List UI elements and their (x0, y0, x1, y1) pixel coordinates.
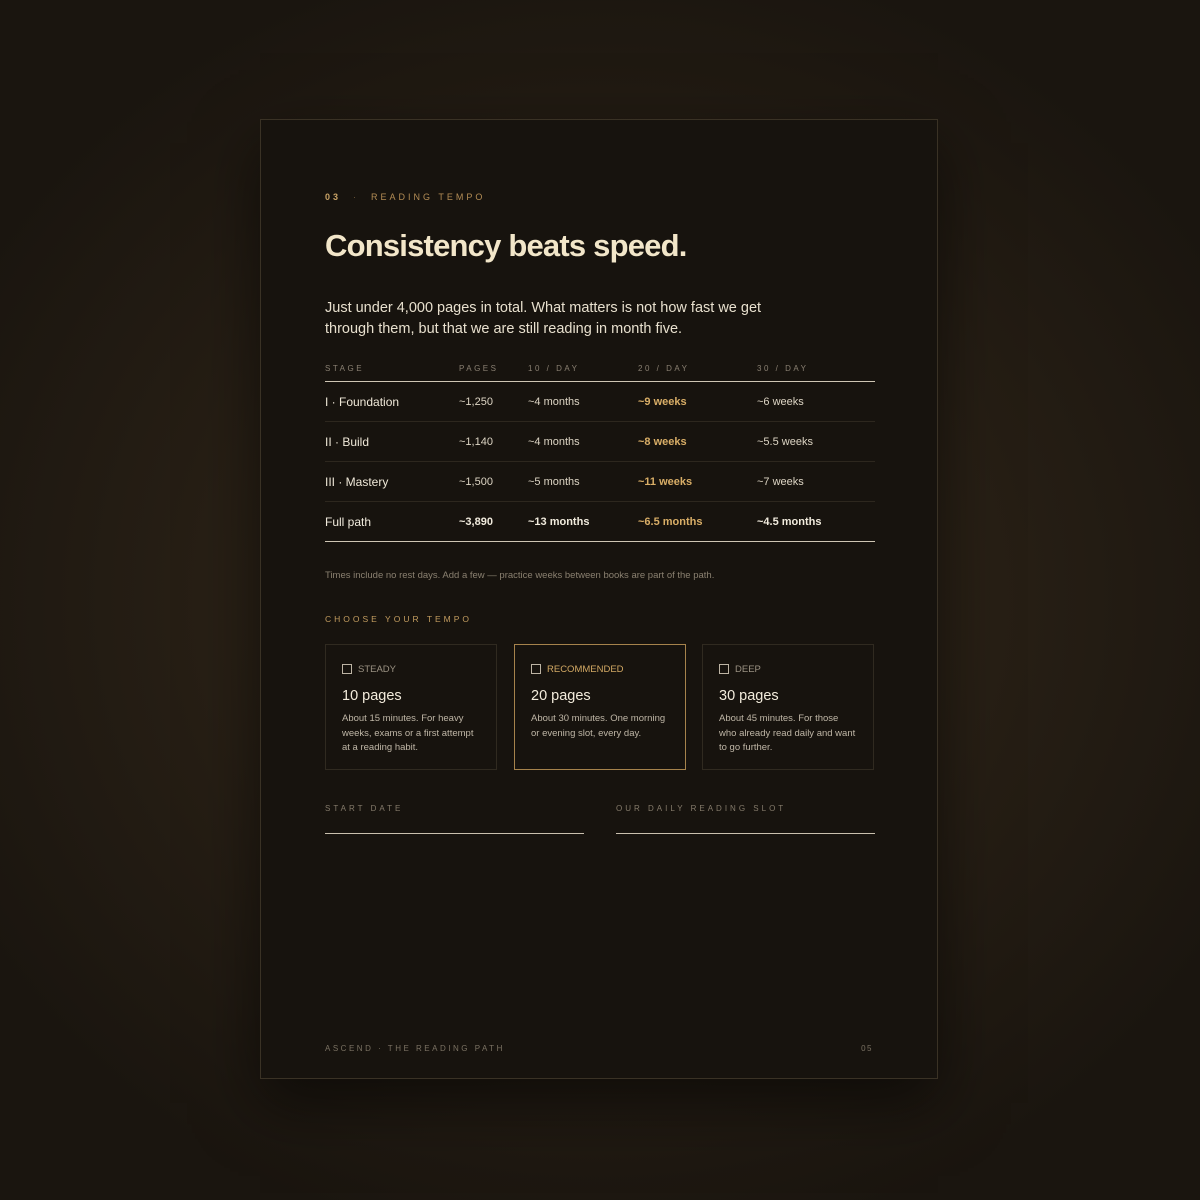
start-date-field[interactable] (325, 804, 584, 834)
document-page (260, 119, 938, 1079)
cell-pages: ~3,890 (459, 502, 528, 542)
header-20-day: 20 / DAY (638, 356, 757, 382)
cell-30-day: ~7 weeks (757, 462, 875, 502)
option-tag (719, 663, 857, 675)
tempo-table (325, 356, 875, 542)
cell-stage: III · Mastery (325, 462, 459, 502)
header-stage: STAGE (325, 356, 459, 382)
option-tag-label: STEADY (358, 663, 397, 675)
option-title: 10 pages (342, 688, 402, 704)
tempo-option-deep[interactable] (702, 644, 874, 770)
option-tag (342, 663, 480, 675)
option-title: 30 pages (719, 688, 779, 704)
cell-stage: Full path (325, 502, 459, 542)
cell-pages: ~1,250 (459, 382, 528, 422)
table-footnote: Times include no rest days. Add a few — practice weeks between books are part of the path. (325, 570, 715, 581)
start-date-line[interactable] (325, 833, 584, 834)
cell-pages: ~1,500 (459, 462, 528, 502)
option-tag-label: RECOMMENDED (547, 663, 624, 675)
tempo-option-recommended[interactable] (514, 644, 686, 770)
checkbox[interactable] (719, 664, 729, 674)
section-number: 03 (325, 192, 342, 202)
option-description: About 30 minutes. One morning or evening slot, every day. (531, 713, 666, 739)
cell-20-day: ~11 weeks (638, 462, 757, 502)
daily-slot-line[interactable] (616, 833, 875, 834)
tempo-option-steady[interactable] (325, 644, 497, 770)
option-title: 20 pages (531, 688, 591, 704)
section-eyebrow (325, 192, 485, 202)
cell-10-day: ~13 months (528, 502, 638, 542)
page-number: 05 (861, 1044, 873, 1053)
cell-20-day: ~9 weeks (638, 382, 757, 422)
cell-20-day: ~8 weeks (638, 422, 757, 462)
tempo-section-label: CHOOSE YOUR TEMPO (325, 614, 473, 624)
daily-slot-label: OUR DAILY READING SLOT (616, 804, 787, 813)
option-tag (531, 663, 669, 675)
cell-stage: I · Foundation (325, 382, 459, 422)
section-label: READING TEMPO (371, 192, 486, 202)
checkbox[interactable] (342, 664, 352, 674)
header-10-day: 10 / DAY (528, 356, 638, 382)
eyebrow-separator: · (353, 192, 360, 202)
cell-30-day: ~5.5 weeks (757, 422, 875, 462)
cell-10-day: ~4 months (528, 382, 638, 422)
cell-20-day: ~6.5 months (638, 502, 757, 542)
page-title: Consistency beats speed. (325, 228, 687, 263)
cell-10-day: ~5 months (528, 462, 638, 502)
intro-paragraph: Just under 4,000 pages in total. What matters is not how fast we get through them, but that we are still reading in month five. (325, 300, 762, 337)
header-30-day: 30 / DAY (757, 356, 875, 382)
start-date-label: START DATE (325, 804, 404, 813)
cell-30-day: ~4.5 months (757, 502, 875, 542)
table-row (325, 382, 875, 422)
cell-stage: II · Build (325, 422, 459, 462)
table-row (325, 462, 875, 502)
daily-slot-field[interactable] (616, 804, 875, 834)
cell-10-day: ~4 months (528, 422, 638, 462)
header-pages: PAGES (459, 356, 528, 382)
footer-title: ASCEND · THE READING PATH (325, 1044, 505, 1053)
cell-pages: ~1,140 (459, 422, 528, 462)
option-tag-label: DEEP (735, 663, 761, 675)
checkbox[interactable] (531, 664, 541, 674)
table-total-row (325, 502, 875, 542)
table-header-row (325, 356, 875, 382)
option-description: About 45 minutes. For those who already read daily and want to go further. (719, 713, 856, 753)
table-row (325, 422, 875, 462)
option-description: About 15 minutes. For heavy weeks, exams or a first attempt at a reading habit. (342, 713, 474, 753)
cell-30-day: ~6 weeks (757, 382, 875, 422)
